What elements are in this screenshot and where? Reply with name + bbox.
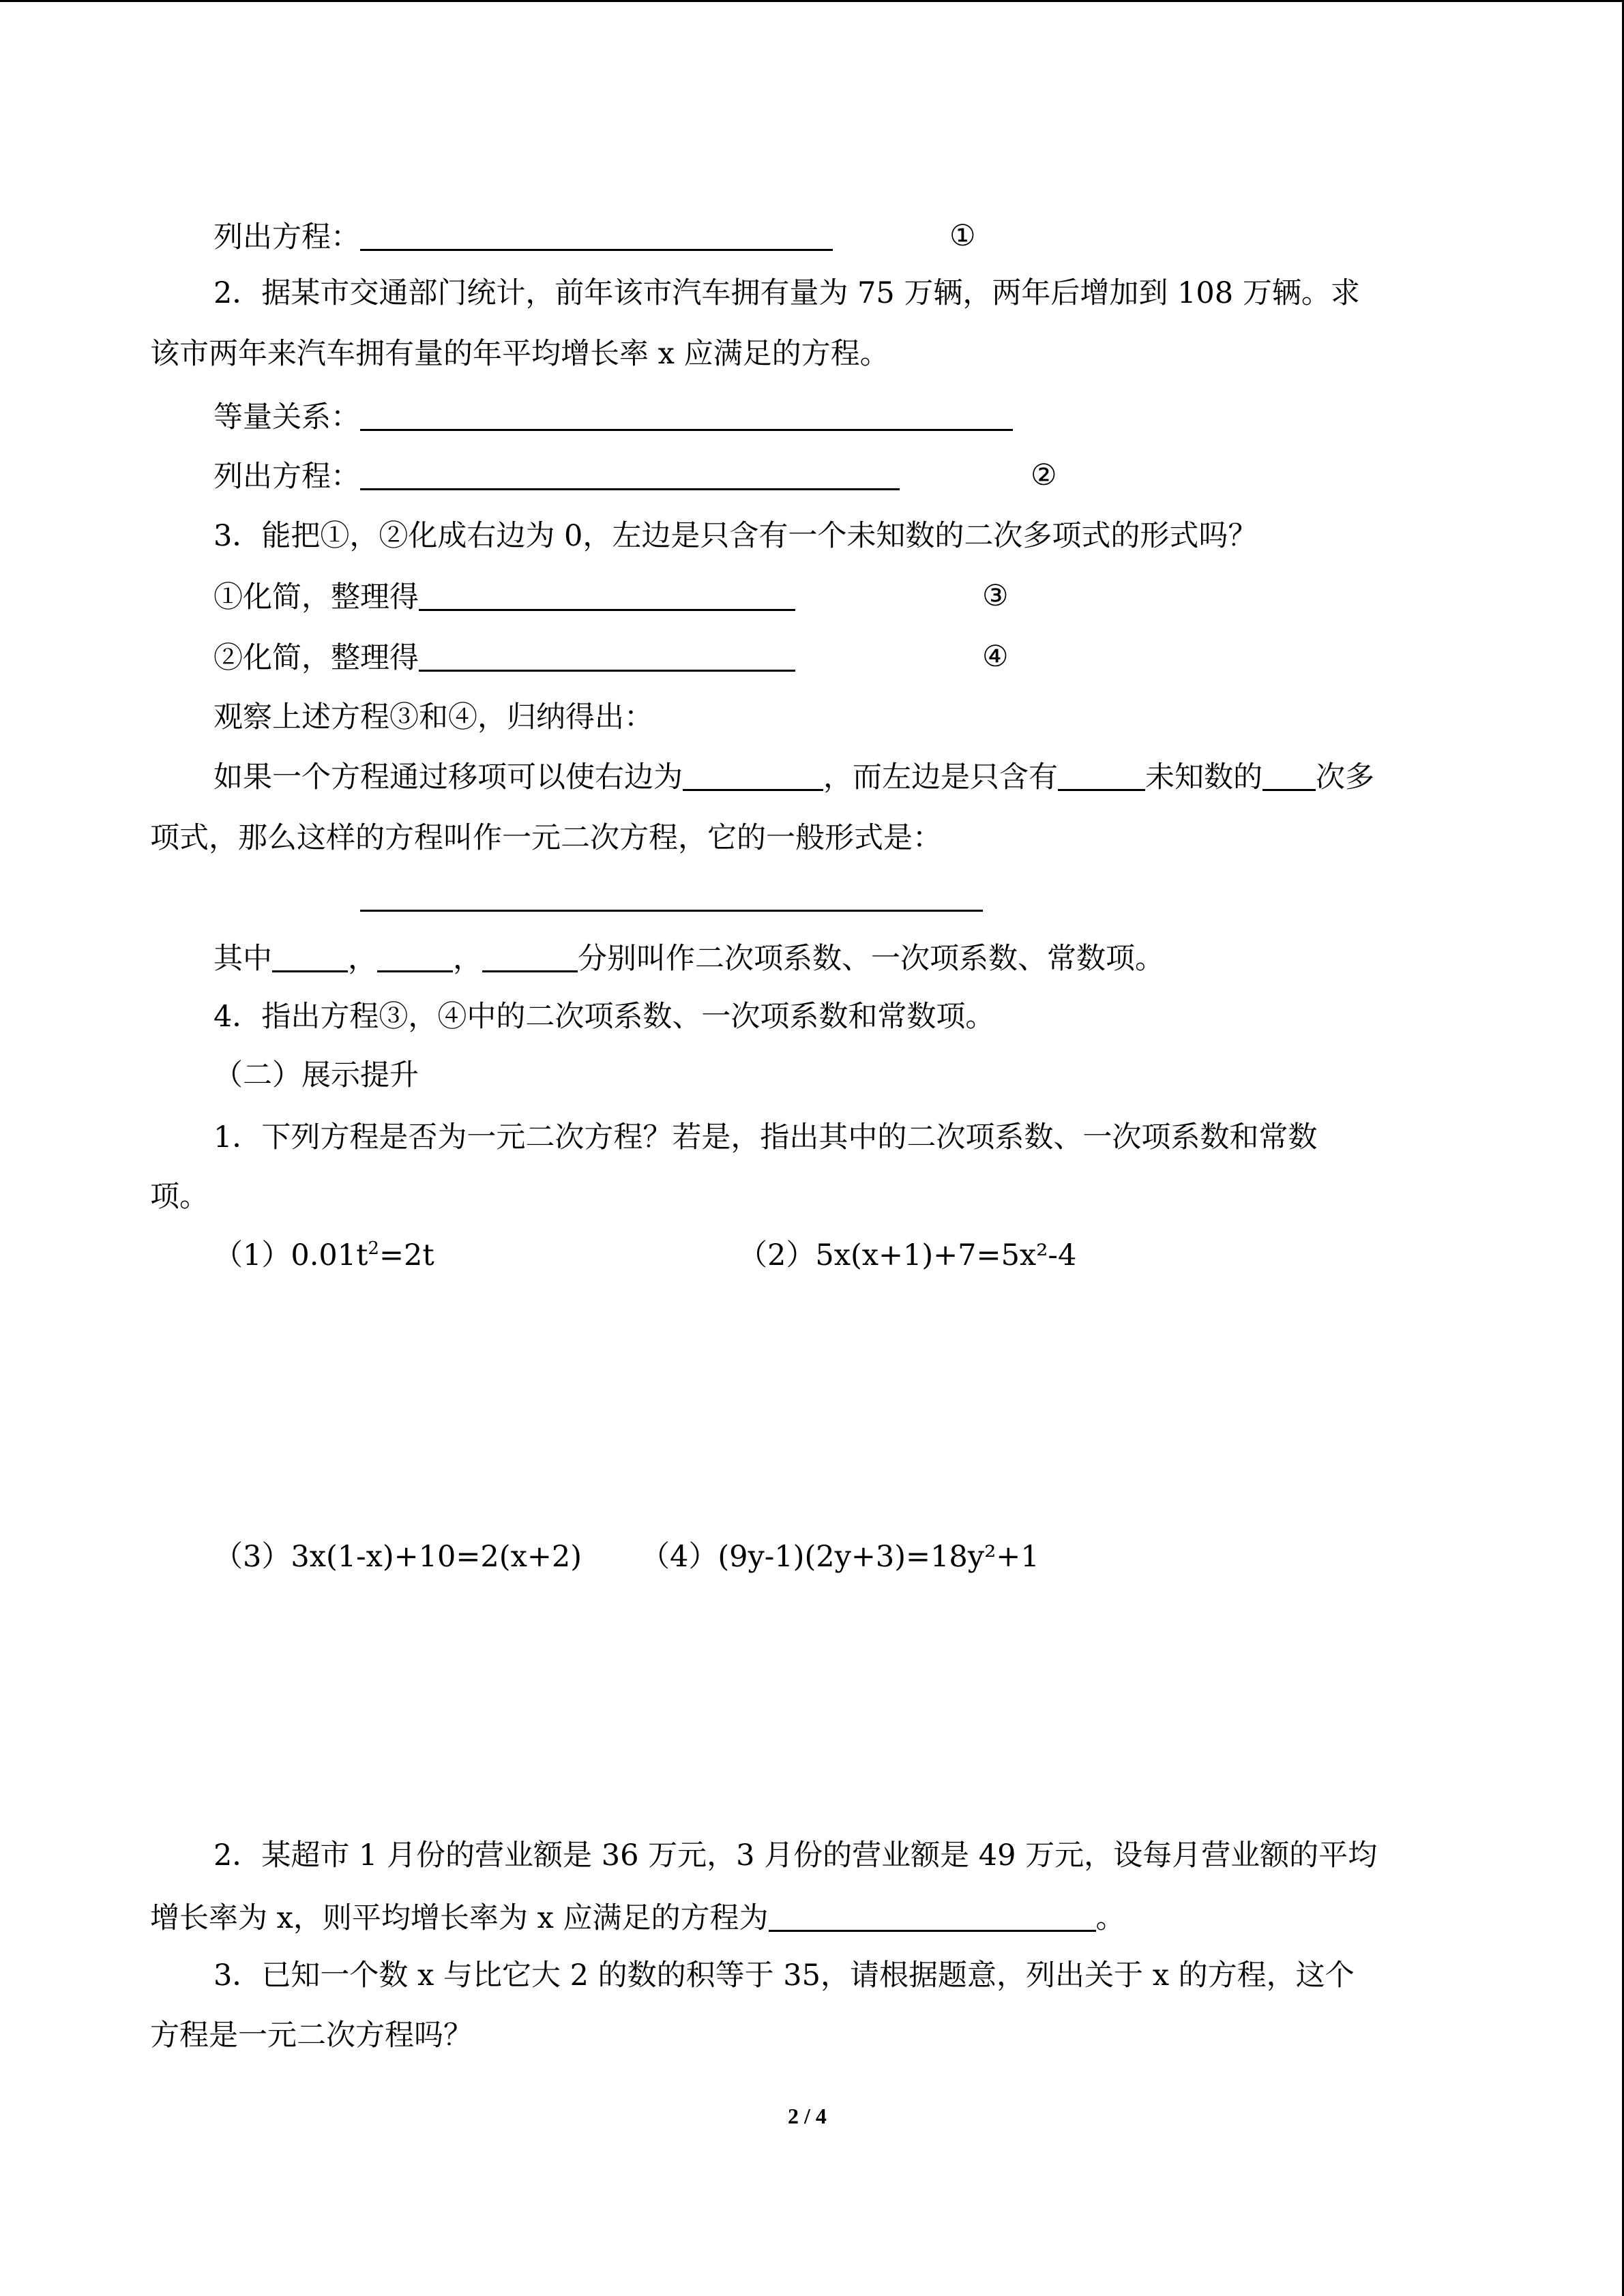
equation-3: （3）3x(1-x)+10=2(x+2): [213, 1540, 582, 1574]
page-border-top: [0, 0, 1624, 2]
answer-blank[interactable]: [1058, 762, 1145, 791]
marker-2: ②: [1031, 458, 1057, 492]
page-number: 2 / 4: [788, 2104, 827, 2128]
exercise-1-line-2: 项。: [150, 1180, 209, 1214]
exercise-3-line-1: 3．已知一个数 x 与比它大 2 的数的积等于 35，请根据题意，列出关于 x 的方程，这个: [213, 1958, 1355, 1993]
exercise-3-line-2: 方程是一元二次方程吗？: [150, 2018, 473, 2053]
section-heading: （二）展示提升: [213, 1058, 419, 1092]
answer-blank[interactable]: [360, 402, 1013, 431]
answer-blank[interactable]: [419, 642, 795, 672]
exercise-2-line-2: 增长率为 x，则平均增长率为 x 应满足的方程为 。: [150, 1901, 1125, 1935]
list-equation-line-1: 列出方程：: [213, 222, 833, 252]
answer-blank[interactable]: [683, 762, 823, 791]
answer-blank[interactable]: [377, 943, 453, 972]
equation-2: （2）5x(x+1)+7=5x²-4: [738, 1238, 1077, 1272]
question-2-line-1: 2．据某市交通部门统计，前年该市汽车拥有量为 75 万辆，两年后增加到 108 万辆。求: [213, 276, 1360, 310]
answer-blank[interactable]: [482, 943, 578, 972]
answer-blank[interactable]: [272, 943, 348, 972]
question-4: 4．指出方程③，④中的二次项系数、一次项系数和常数项。: [213, 1000, 995, 1034]
answer-blank[interactable]: [1263, 762, 1316, 791]
exercise-1-line-1: 1．下列方程是否为一元二次方程？若是，指出其中的二次项系数、一次项系数和常数: [213, 1120, 1318, 1154]
equation-1: $(1)0.01t^2=2t$: [213, 1238, 434, 1272]
answer-blank[interactable]: [769, 1903, 1096, 1932]
exercise-2-line-1: 2．某超市 1 月份的营业额是 36 万元，3 月份的营业额是 49 万元，设每月营业额的平均: [213, 1838, 1378, 1873]
answer-blank[interactable]: [419, 582, 795, 611]
general-form-blank[interactable]: [360, 910, 983, 912]
answer-blank[interactable]: [360, 222, 833, 251]
question-3: 3．能把①，②化成右边为 0，左边是只含有一个未知数的二次多项式的形式吗？: [213, 519, 1258, 553]
list-equation-line-2: 列出方程：: [213, 461, 900, 492]
simplify-line-2: ②化简，整理得: [213, 642, 795, 673]
marker-1: ①: [949, 219, 976, 253]
equation-4: （4）(9y-1)(2y+3)=18y²+1: [640, 1540, 1039, 1574]
marker-3: ③: [982, 579, 1009, 613]
equal-relation-line: 等量关系：: [213, 402, 1013, 432]
definition-line-2: 项式，那么这样的方程叫作一元二次方程，它的一般形式是：: [150, 821, 942, 855]
definition-line-1: 如果一个方程通过移项可以使右边为 ，而左边是只含有 未知数的 次多: [213, 760, 1374, 794]
marker-4: ④: [982, 640, 1009, 674]
question-2-line-2: 该市两年来汽车拥有量的年平均增长率 x 应满足的方程。: [150, 337, 889, 371]
simplify-line-1: ①化简，整理得: [213, 582, 795, 612]
coefficients-line: 其中 ， ， 分别叫作二次项系数、一次项系数、常数项。: [213, 942, 1164, 976]
answer-blank[interactable]: [360, 461, 900, 490]
observe-line: 观察上述方程③和④，归纳得出：: [213, 700, 653, 734]
